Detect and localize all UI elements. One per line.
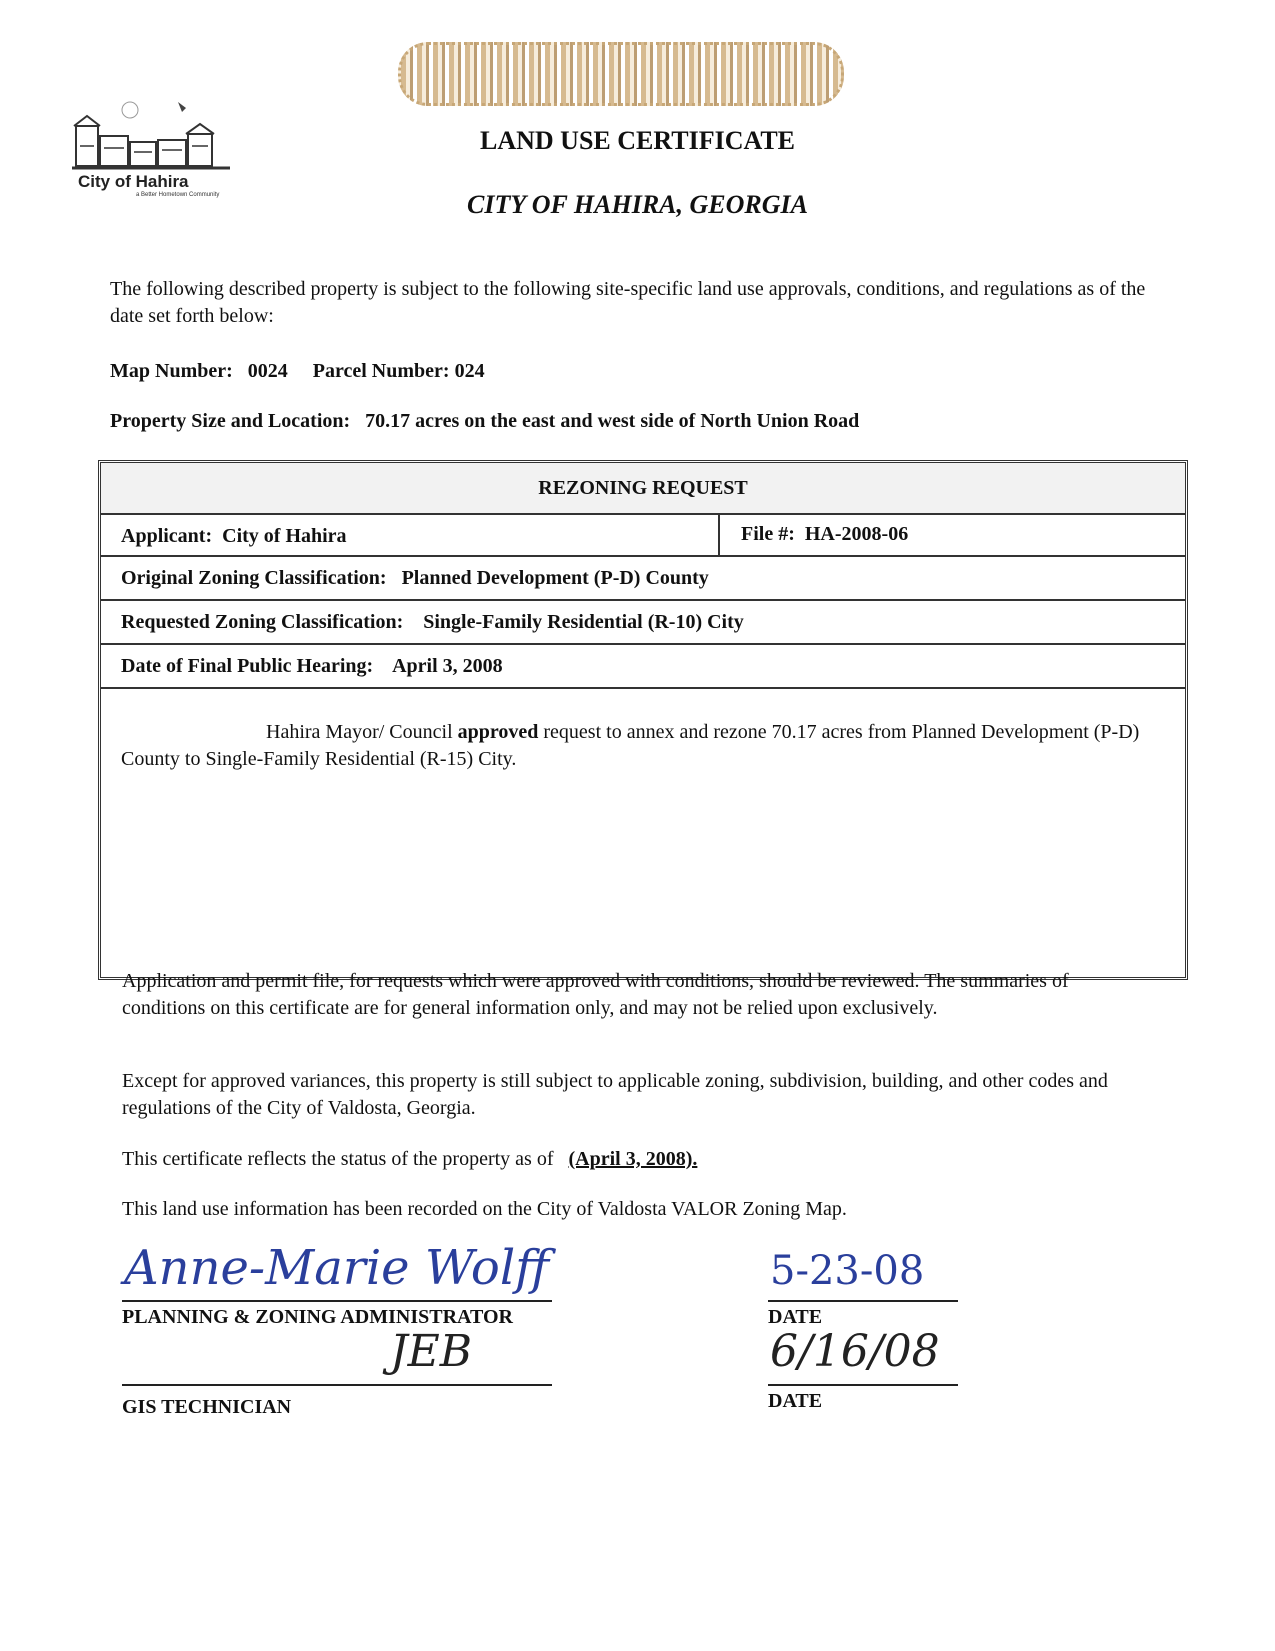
gis-signature-line [122,1384,552,1386]
parcel-number-label: Parcel Number: [312,360,450,382]
applicant-row [101,515,1185,557]
note-paragraph-3 [122,1146,1152,1173]
note-paragraph-1: Application and permit file, for requests which were approved with conditions, should be reviewed. The summaries of conditions on this certificate are for general information only, and may not be relied upon exclusively. [122,970,1069,1019]
hearing-date-cell [121,655,503,678]
intro-paragraph: The following described property is subject to the following site-specific land use approvals, conditions, and regulations as of the date set forth below: [110,278,1146,327]
file-cell [741,523,908,546]
map-parcel-line [110,358,1170,385]
requested-zoning-row [101,601,1185,645]
request-heading: REZONING REQUEST [538,477,748,499]
gis-date-handwritten: 6/16/08 [770,1326,940,1377]
decision-approved: approved [457,721,539,743]
file-value: HA-2008-06 [804,523,909,545]
decision-pre: Hahira Mayor/ Council [266,721,453,743]
gis-date-label: DATE [768,1390,823,1412]
original-zoning-label: Original Zoning Classification: [121,567,387,589]
map-number-label: Map Number: [110,360,233,382]
note-paragraph-2: Except for approved variances, this property is still subject to applicable zoning, subdivision, building, and other codes and regulations of the City of Valdosta, Georgia. [122,1070,1108,1119]
hearing-date-row [101,645,1185,689]
gis-date-line [768,1384,958,1386]
applicant-cell [121,525,347,548]
requested-zoning-cell [121,611,744,634]
requested-zoning-label: Requested Zoning Classification: [121,611,404,633]
admin-signature-line [122,1300,552,1302]
property-line [110,408,1170,435]
original-zoning-value: Planned Development (P-D) County [401,567,709,589]
original-zoning-row [101,557,1185,601]
hearing-date-value: April 3, 2008 [392,655,503,677]
decision-text [121,719,1141,773]
admin-signature: Anne-Marie Wolff [124,1240,550,1296]
property-value: 70.17 acres on the east and west side of North Union Road [365,410,860,432]
hearing-date-label: Date of Final Public Hearing: [121,655,374,677]
gis-signature: JEB [390,1326,473,1377]
admin-date-handwritten: 5-23-08 [770,1248,925,1294]
map-number-value: 0024 [247,360,288,382]
page-title: LAND USE CERTIFICATE [480,126,795,155]
gis-label: GIS TECHNICIAN [122,1396,292,1418]
rezoning-request-box [98,460,1188,980]
file-label: File #: [741,523,795,545]
status-date: (April 3, 2008). [568,1148,698,1170]
property-label: Property Size and Location: [110,410,351,432]
cell-divider [718,515,720,555]
official-stamp [398,42,844,106]
note-paragraph-4: This land use information has been recorded on the City of Valdosta VALOR Zoning Map. [122,1198,847,1220]
parcel-number-value: 024 [454,360,485,382]
page-subtitle: CITY OF HAHIRA, GEORGIA [467,190,808,219]
applicant-label: Applicant: [121,525,213,547]
request-heading-row [101,463,1185,515]
admin-date-line [768,1300,958,1302]
original-zoning-cell [121,567,709,590]
logo-name: City of Hahira [78,172,189,191]
status-text: This certificate reflects the status of the property as of [122,1148,554,1170]
admin-date-label: DATE [768,1306,823,1328]
admin-label: PLANNING & ZONING ADMINISTRATOR [122,1306,513,1328]
logo-tagline: a Better Hometown Community [136,192,220,198]
decision-post: request to annex and rezone 70.17 acres from Planned Development (P-D) County to Single-Family Residential (R-15) City. [121,721,1140,770]
applicant-value: City of Hahira [222,525,347,547]
requested-zoning-value: Single-Family Residential (R-10) City [423,611,744,633]
